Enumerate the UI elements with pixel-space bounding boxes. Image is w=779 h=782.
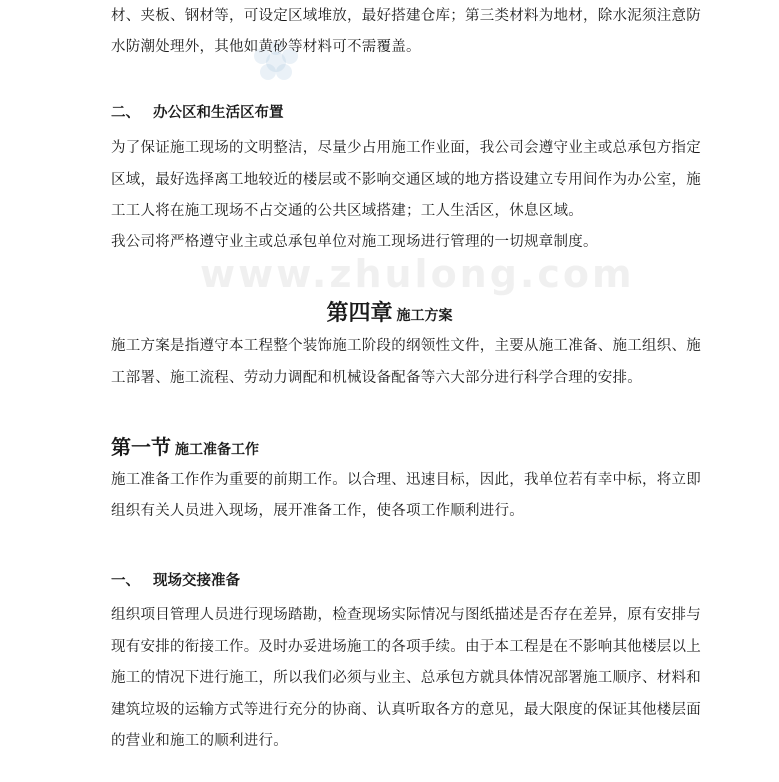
watermark-text: www.zhulong.com: [200, 252, 635, 296]
paragraph-line: 建筑垃圾的运输方式等进行充分的协商、认真听取各方的意见，最大限度的保证其他楼层面: [111, 702, 701, 718]
paragraph-line: 施工的情况下进行施工，所以我们必须与业主、总承包方就具体情况部署施工顺序、材料和: [111, 670, 701, 686]
paragraph-line: 材、夹板、钢材等，可设定区域堆放，最好搭建仓库；第三类材料为地材，除水泥须注意防: [111, 8, 701, 24]
paragraph-line: 为了保证施工现场的文明整洁，尽量少占用施工作业面，我公司会遵守业主或总承包方指定: [111, 140, 701, 156]
paragraph-line: 施工方案是指遵守本工程整个装饰施工阶段的纲领性文件，主要从施工准备、施工组织、施: [111, 338, 701, 354]
chapter-number: 第四章: [326, 300, 393, 326]
heading-title: 办公区和生活区布置: [153, 105, 284, 121]
section-heading: [111, 431, 259, 460]
section-title: 施工准备工作: [175, 442, 259, 458]
heading-number: 一、: [111, 573, 140, 589]
chapter-heading: [0, 296, 779, 327]
section-number: 第一节: [111, 435, 171, 459]
paragraph-line: 现有安排的衔接工作。及时办妥进场施工的各项手续。由于本工程是在不影响其他楼层以上: [111, 639, 701, 655]
paragraph-line: 的营业和施工的顺利进行。: [111, 733, 288, 749]
paragraph-line: 水防潮处理外，其他如黄砂等材料可不需覆盖。: [111, 39, 421, 55]
paragraph-line: 我公司将严格遵守业主或总承包单位对施工现场进行管理的一切规章制度。: [111, 234, 598, 250]
paragraph-line: 组织有关人员进入现场，展开准备工作，使各项工作顺利进行。: [111, 503, 524, 519]
chapter-title: 施工方案: [396, 308, 453, 324]
subsection-heading: [111, 103, 284, 123]
paragraph-line: 工部署、施工流程、劳动力调配和机械设备配备等六大部分进行科学合理的安排。: [111, 370, 642, 386]
paragraph-line: 组织项目管理人员进行现场踏勘，检查现场实际情况与图纸描述是否存在差异，原有安排与: [111, 607, 701, 623]
subsection-heading: [111, 571, 240, 591]
paragraph-line: 工工人将在施工现场不占交通的公共区域搭建；工人生活区，休息区域。: [111, 203, 583, 219]
heading-title: 现场交接准备: [153, 573, 240, 589]
paragraph-line: 区域，最好选择离工地较近的楼层或不影响交通区域的地方搭设建立专用间作为办公室，施: [111, 172, 701, 188]
paragraph-line: 施工准备工作作为重要的前期工作。以合理、迅速目标，因此，我单位若有幸中标，将立即: [111, 472, 701, 488]
heading-number: 二、: [111, 105, 140, 121]
